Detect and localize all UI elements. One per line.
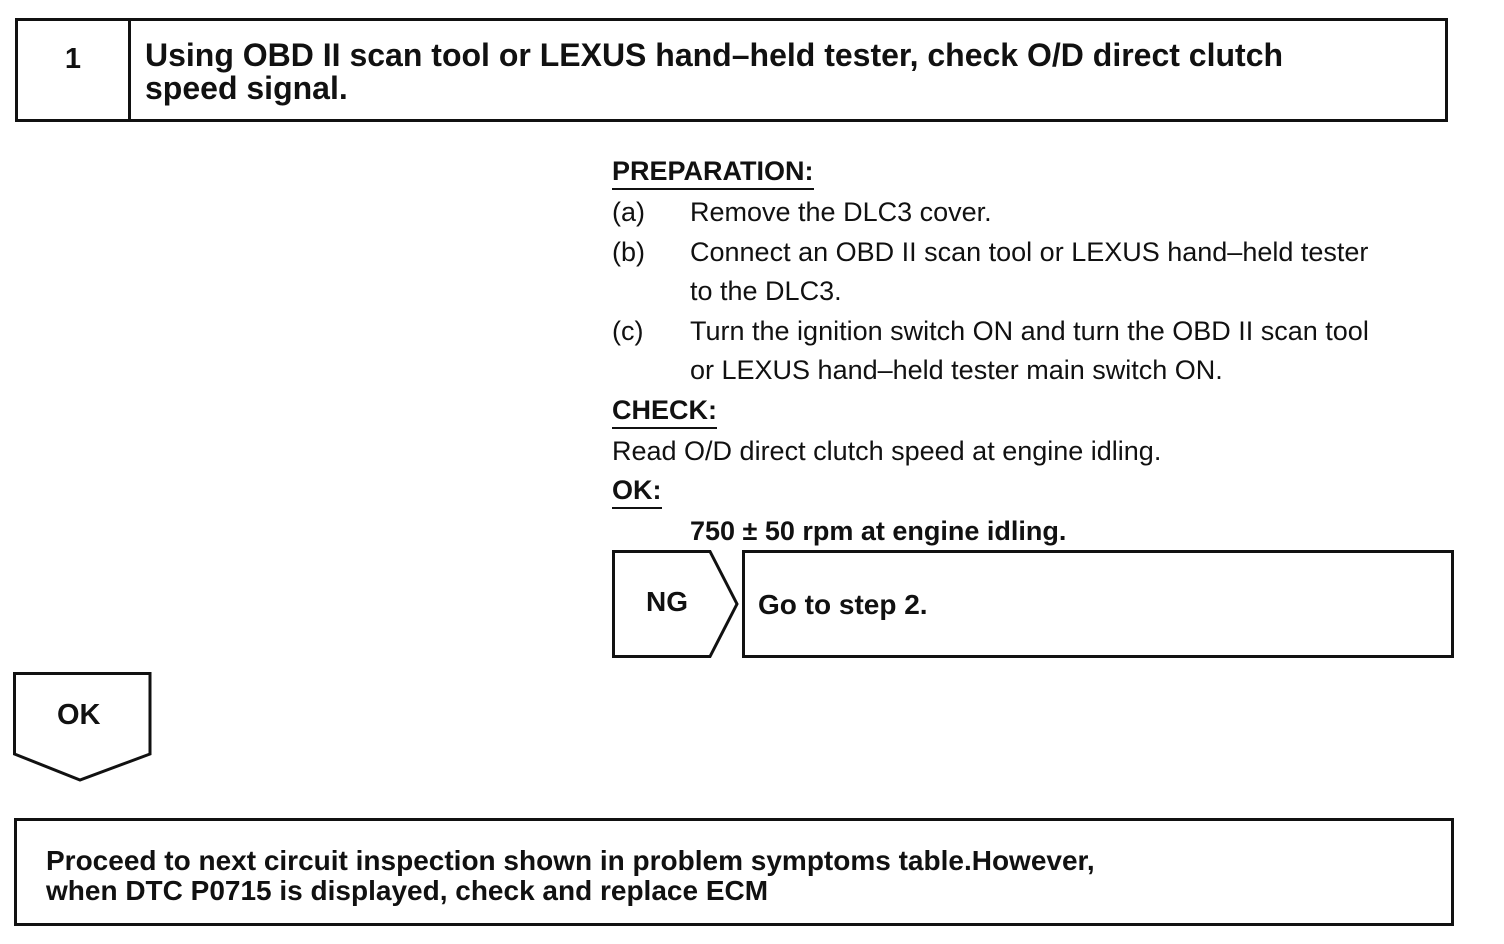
result-line-2: when DTC P0715 is displayed, check and replace ECM — [46, 875, 769, 906]
check-text: Read O/D direct clutch speed at engine idling. — [612, 435, 1162, 466]
ng-action-text: Go to step 2. — [758, 589, 928, 620]
preparation-item-b — [612, 233, 1462, 312]
step-title-line-2: speed signal. — [145, 70, 348, 106]
step-title-line-1: Using OBD II scan tool or LEXUS hand–held tester, check O/D direct clutch — [145, 37, 1284, 73]
item-text: Remove the DLC3 cover. — [690, 197, 992, 227]
ok-heading: OK: — [612, 473, 662, 509]
result-text — [46, 846, 1426, 906]
ng-action-box — [742, 550, 1454, 658]
procedure-section — [612, 152, 1462, 550]
ng-branch-arrow — [612, 550, 752, 658]
step-number: 1 — [18, 21, 131, 119]
step-header-box — [15, 18, 1448, 122]
step-title — [145, 39, 1425, 105]
item-tag: (b) — [612, 236, 645, 267]
ok-label: OK — [57, 699, 101, 731]
item-text: to the DLC3. — [690, 276, 842, 306]
item-tag: (c) — [612, 315, 644, 346]
item-text: Connect an OBD II scan tool or LEXUS hand–held tester — [690, 236, 1369, 267]
preparation-item-c — [612, 312, 1462, 391]
ok-spec-value: 750 ± 50 rpm at engine idling. — [690, 515, 1067, 546]
item-tag: (a) — [612, 197, 645, 227]
preparation-item-a — [612, 193, 1462, 233]
item-text: Turn the ignition switch ON and turn the OBD II scan tool — [690, 315, 1369, 346]
check-heading: CHECK: — [612, 393, 717, 429]
result-line-1: Proceed to next circuit inspection shown in problem symptoms table.However, — [46, 845, 1095, 876]
result-box — [14, 818, 1454, 926]
preparation-heading: PREPARATION: — [612, 154, 814, 190]
ok-branch-arrow — [13, 672, 153, 784]
ng-label: NG — [646, 586, 688, 617]
item-text: or LEXUS hand–held tester main switch ON. — [690, 355, 1223, 385]
